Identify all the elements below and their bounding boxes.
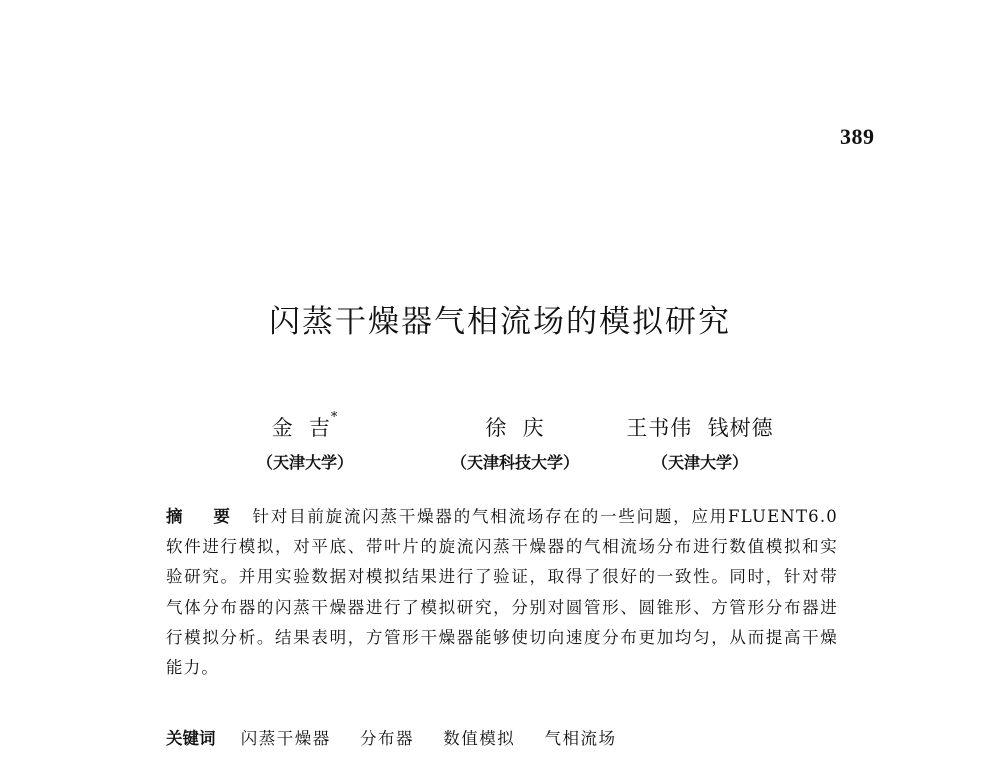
keywords-label: 关键词 bbox=[166, 729, 216, 748]
author-name: 徐 庆 bbox=[485, 416, 545, 440]
abstract bbox=[166, 502, 838, 683]
paper-title: 闪蒸干燥器气相流场的模拟研究 bbox=[269, 304, 731, 340]
author-name: 王书伟 钱树德 bbox=[626, 416, 774, 440]
keyword: 闪蒸干燥器 bbox=[240, 729, 331, 748]
keyword: 数值模拟 bbox=[443, 729, 516, 748]
abstract-text: 针对目前旋流闪蒸干燥器的气相流场存在的一些问题，应用FLUENT6.0软件进行模拟，对平底、带叶片的旋流闪蒸干燥器的气相流场分布进行数值模拟和实验研究。并用实验数据对模拟结果进行了验证，取得了很好的一致性。同时，针对带气体分布器的闪蒸干燥器进行了模拟研究，分别对圆管形、圆锥形、方管形分布器进行模拟分析。结果表明，方管形干燥器能够使切向速度分布更加均匀，从而提高干燥能力。 bbox=[166, 507, 838, 678]
abstract-label: 摘 要 bbox=[166, 507, 243, 526]
author-affiliation: （天津大学） bbox=[256, 453, 353, 472]
author-affiliation: （天津大学） bbox=[651, 453, 748, 472]
author-list bbox=[0, 412, 1000, 472]
corresponding-author-mark: * bbox=[330, 410, 339, 425]
author-entry bbox=[240, 412, 370, 473]
page-number: 389 bbox=[840, 124, 875, 149]
keyword: 分布器 bbox=[360, 729, 414, 748]
author-entry bbox=[415, 412, 615, 473]
keyword: 气相流场 bbox=[544, 729, 617, 748]
author-entry bbox=[600, 412, 800, 473]
author-affiliation: （天津科技大学） bbox=[450, 453, 579, 472]
author-name: 金 吉* bbox=[271, 410, 339, 440]
keywords bbox=[166, 727, 838, 751]
